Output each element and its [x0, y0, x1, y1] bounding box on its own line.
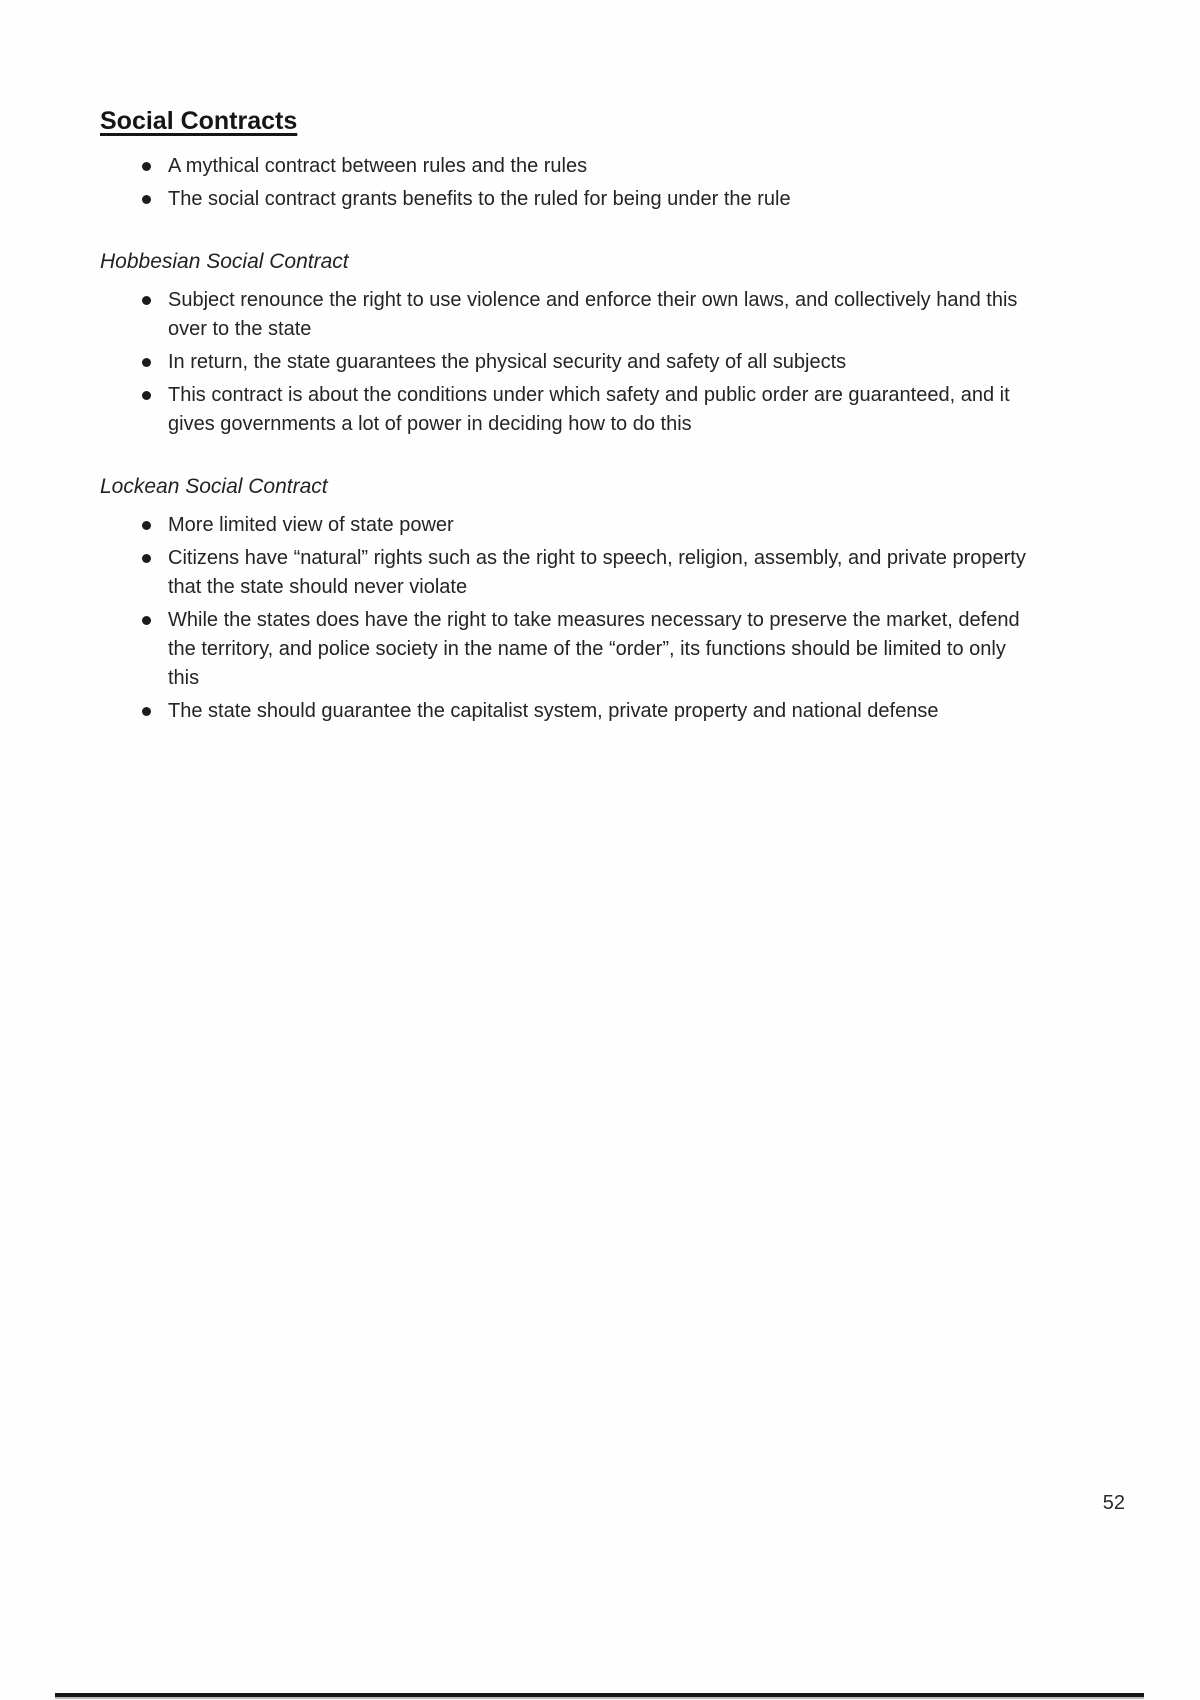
- lockean-bullet-list: [100, 511, 1035, 726]
- section-heading-lockean: Lockean Social Contract: [100, 475, 328, 498]
- bullet-item: While the states does have the right to take measures necessary to preserve the market, defend the territory, and police society in the name of the “order”, its functions should be limited to only this: [140, 606, 1035, 693]
- bullet-item: In return, the state guarantees the physical security and safety of all subjects: [140, 348, 1035, 377]
- bullet-item: Subject renounce the right to use violence and enforce their own laws, and collectively hand this over to the state: [140, 286, 1035, 344]
- document-content: [100, 104, 1035, 730]
- bullet-item: More limited view of state power: [140, 511, 1035, 540]
- page-title: Social Contracts: [100, 107, 298, 135]
- hobbesian-bullet-list: [100, 286, 1035, 439]
- bullet-item: The state should guarantee the capitalist system, private property and national defense: [140, 697, 1035, 726]
- intro-bullet-list: [100, 152, 1035, 214]
- bullet-item: Citizens have “natural” rights such as the right to speech, religion, assembly, and private property that the state should never violate: [140, 544, 1035, 602]
- bullet-item: This contract is about the conditions under which safety and public order are guaranteed, and it gives governments a lot of power in deciding how to do this: [140, 381, 1035, 439]
- page-bottom-edge-line: [55, 1693, 1144, 1697]
- bullet-item: A mythical contract between rules and the rules: [140, 152, 1035, 181]
- bullet-item: The social contract grants benefits to the ruled for being under the rule: [140, 185, 1035, 214]
- section-heading-hobbesian: Hobbesian Social Contract: [100, 250, 349, 273]
- page-number: 52: [1102, 1492, 1125, 1514]
